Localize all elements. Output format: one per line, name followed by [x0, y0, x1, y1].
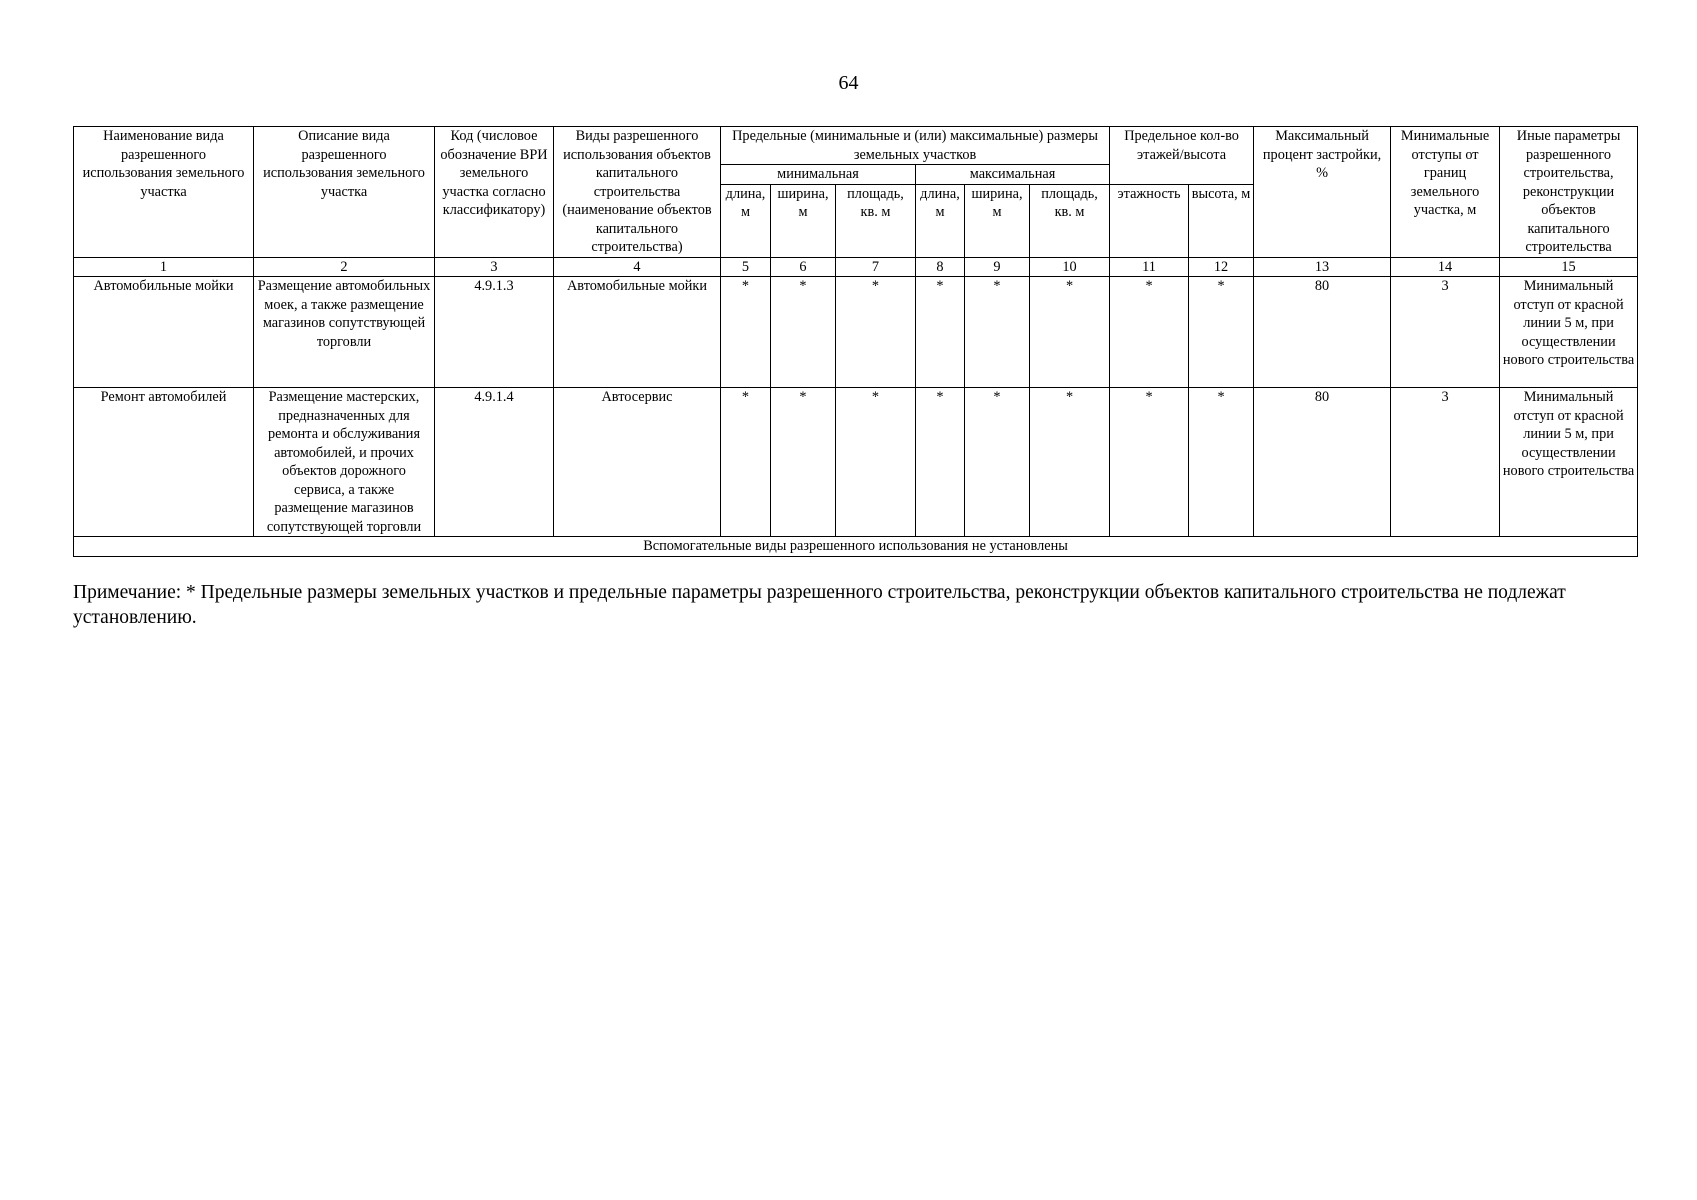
row-max-width: *	[965, 277, 1030, 388]
header-height: высота, м	[1189, 184, 1254, 257]
auxiliary-uses-row: Вспомогательные виды разрешенного использования не установлены	[74, 537, 1638, 557]
column-number: 15	[1500, 257, 1638, 277]
header-min-group: минимальная	[721, 165, 916, 185]
header-floors-group: Предельное кол-во этажей/высота	[1110, 127, 1254, 185]
column-number: 4	[554, 257, 721, 277]
row-max-area: *	[1030, 388, 1110, 537]
regulations-table	[73, 126, 1638, 557]
row-max-area: *	[1030, 277, 1110, 388]
row-max-percent: 80	[1254, 388, 1391, 537]
row-name: Ремонт автомобилей	[74, 388, 254, 537]
column-number: 3	[435, 257, 554, 277]
row-min-area: *	[836, 388, 916, 537]
row-min-setback: 3	[1391, 277, 1500, 388]
row-floors: *	[1110, 388, 1189, 537]
column-number: 2	[254, 257, 435, 277]
column-number: 13	[1254, 257, 1391, 277]
footnote: Примечание: * Предельные размеры земельных участков и предельные параметры разрешенного строительства, реконструкции объектов капитального строительства не подлежат установлению.	[73, 582, 1566, 628]
table-row	[74, 277, 1638, 388]
row-min-width: *	[771, 388, 836, 537]
page-number: 64	[838, 72, 859, 94]
row-min-area: *	[836, 277, 916, 388]
column-number: 11	[1110, 257, 1189, 277]
row-floors: *	[1110, 277, 1189, 388]
header-other: Иные параметры разрешенного строительства, реконструкции объектов капитального строительства	[1500, 127, 1638, 258]
column-number: 8	[916, 257, 965, 277]
header-min-setback: Минимальные отступы от границ земельного участка, м	[1391, 127, 1500, 258]
column-number: 1	[74, 257, 254, 277]
column-number: 12	[1189, 257, 1254, 277]
row-name: Автомобильные мойки	[74, 277, 254, 388]
row-description: Размещение мастерских, предназначенных для ремонта и обслуживания автомобилей, и прочих объектов дорожного сервиса, а также размещение магазинов сопутствующей торговли	[254, 388, 435, 537]
row-min-length: *	[721, 388, 771, 537]
row-max-percent: 80	[1254, 277, 1391, 388]
header-sizes-group: Предельные (минимальные и (или) максимальные) размеры земельных участков	[721, 127, 1110, 165]
header-max-group: максимальная	[916, 165, 1110, 185]
row-max-length: *	[916, 388, 965, 537]
column-number: 10	[1030, 257, 1110, 277]
row-min-setback: 3	[1391, 388, 1500, 537]
row-types: Автомобильные мойки	[554, 277, 721, 388]
row-description: Размещение автомобильных моек, а также размещение магазинов сопутствующей торговли	[254, 277, 435, 388]
row-other: Минимальный отступ от красной линии 5 м, при осуществлении нового строительства	[1500, 388, 1638, 537]
column-number: 7	[836, 257, 916, 277]
header-min-width: ширина, м	[771, 184, 836, 257]
header-max-length: длина, м	[916, 184, 965, 257]
table-row	[74, 388, 1638, 537]
row-max-width: *	[965, 388, 1030, 537]
header-max-percent: Максимальный процент застройки, %	[1254, 127, 1391, 258]
column-number: 9	[965, 257, 1030, 277]
header-min-length: длина, м	[721, 184, 771, 257]
header-max-area: площадь, кв. м	[1030, 184, 1110, 257]
header-max-width: ширина, м	[965, 184, 1030, 257]
column-number: 5	[721, 257, 771, 277]
row-other: Минимальный отступ от красной линии 5 м, при осуществлении нового строительства	[1500, 277, 1638, 388]
header-min-area: площадь, кв. м	[836, 184, 916, 257]
header-name: Наименование вида разрешенного использования земельного участка	[74, 127, 254, 258]
header-floors: этажность	[1110, 184, 1189, 257]
row-max-length: *	[916, 277, 965, 388]
row-min-length: *	[721, 277, 771, 388]
header-types: Виды разрешенного использования объектов капитального строительства (наименование объектов капитального строительства)	[554, 127, 721, 258]
row-code: 4.9.1.4	[435, 388, 554, 537]
column-number: 14	[1391, 257, 1500, 277]
column-number: 6	[771, 257, 836, 277]
row-types: Автосервис	[554, 388, 721, 537]
row-height: *	[1189, 277, 1254, 388]
header-description: Описание вида разрешенного использования земельного участка	[254, 127, 435, 258]
column-number-row	[74, 257, 1638, 277]
row-code: 4.9.1.3	[435, 277, 554, 388]
header-code: Код (числовое обозначение ВРИ земельного участка согласно классификатору)	[435, 127, 554, 258]
row-min-width: *	[771, 277, 836, 388]
row-height: *	[1189, 388, 1254, 537]
